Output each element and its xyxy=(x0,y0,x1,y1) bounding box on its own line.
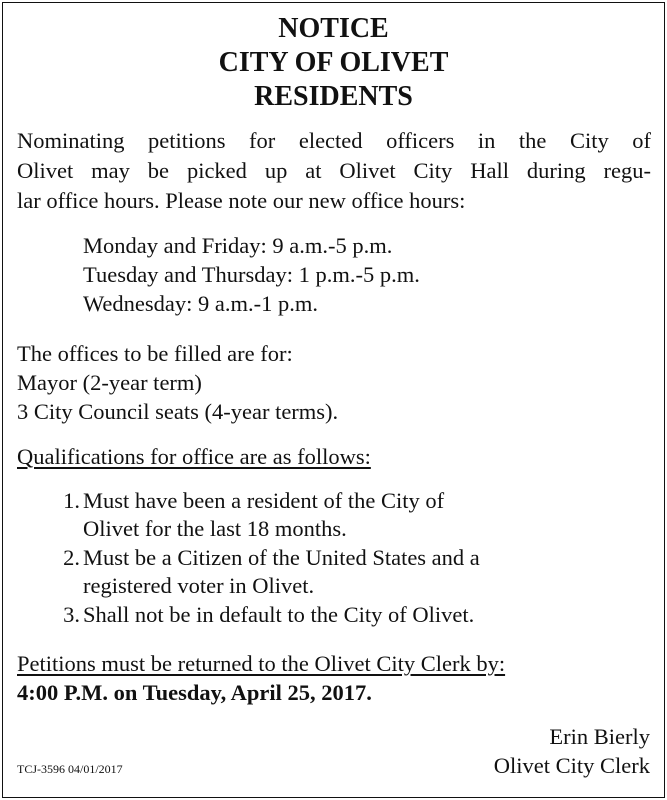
office-hours-item: Monday and Friday: 9 a.m.-5 p.m. xyxy=(83,233,393,258)
office-hours-item: Tuesday and Thursday: 1 p.m.-5 p.m. xyxy=(83,262,420,287)
qualification-number: 3. xyxy=(63,602,80,627)
ad-code: TCJ-3596 04/01/2017 xyxy=(17,762,123,776)
office-item: 3 City Council seats (4-year terms). xyxy=(17,399,339,424)
qualification-item: Must have been a resident of the City of xyxy=(83,488,445,513)
office-hours-item: Wednesday: 9 a.m.-1 p.m. xyxy=(83,291,319,316)
signature-name: Erin Bierly xyxy=(549,724,650,749)
qualification-number: 1. xyxy=(63,488,80,513)
qualification-item: registered voter in Olivet. xyxy=(83,573,315,598)
intro-line: Olivet may be picked up at Olivet City Hall during regu- xyxy=(17,158,651,183)
qualification-item: Must be a Citizen of the United States and a xyxy=(83,545,480,570)
signature-title: Olivet City Clerk xyxy=(493,753,650,778)
qualification-number: 2. xyxy=(63,545,80,570)
notice-audience-heading: RESIDENTS xyxy=(254,81,413,112)
petitions-deadline: 4:00 P.M. on Tuesday, April 25, 2017. xyxy=(17,680,372,705)
qualifications-heading: Qualifications for office are as follows: xyxy=(17,444,371,469)
offices-heading: The offices to be filled are for: xyxy=(17,341,293,366)
office-item: Mayor (2-year term) xyxy=(17,370,202,395)
qualification-item: Shall not be in default to the City of Olivet. xyxy=(83,602,475,627)
qualification-item: Olivet for the last 18 months. xyxy=(83,516,347,541)
intro-line: Nominating petitions for elected officers in the City of xyxy=(17,128,651,153)
intro-line: lar office hours. Please note our new office hours: xyxy=(17,188,466,213)
petitions-return-line: Petitions must be returned to the Olivet City Clerk by: xyxy=(17,651,506,676)
notice-city-heading: CITY OF OLIVET xyxy=(218,47,449,78)
notice-title: NOTICE xyxy=(278,13,389,44)
